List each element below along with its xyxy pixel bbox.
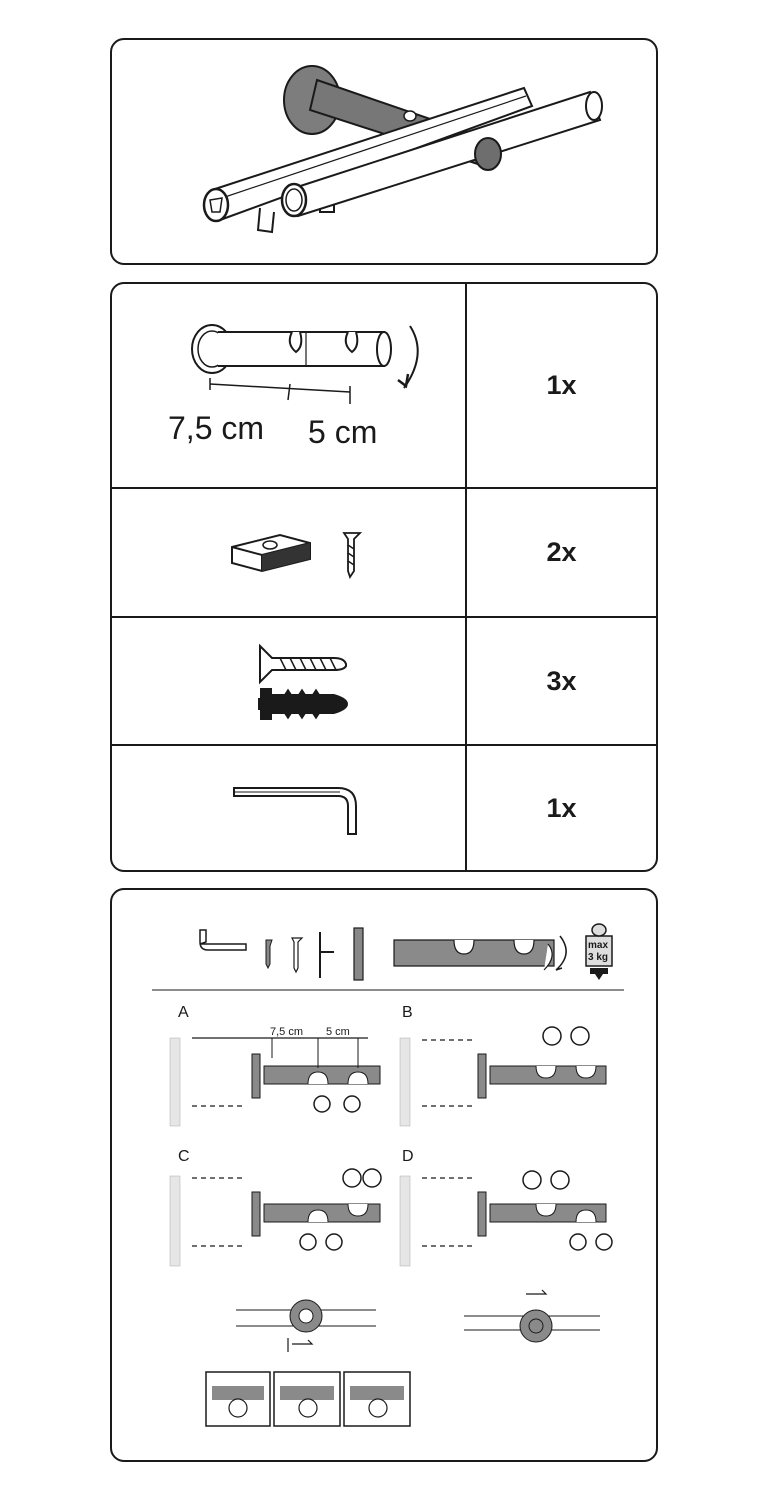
allen-key-icon — [112, 746, 465, 870]
parts-row-screw-plug — [112, 618, 656, 746]
variant-c-label: C — [178, 1148, 190, 1165]
product-illustration-panel — [110, 38, 658, 265]
double-bracket-icon — [112, 284, 465, 489]
quantity-label: 3x — [546, 665, 577, 696]
variant-b-label: B — [402, 1004, 413, 1021]
variant-b-diagram — [400, 1027, 606, 1126]
variant-a-label: A — [178, 1004, 189, 1021]
variant-d-diagram — [400, 1171, 612, 1266]
parts-row-allen-key — [112, 746, 656, 870]
parts-row-bracket — [112, 284, 656, 489]
assembly-diagram — [112, 890, 656, 1460]
rotation-detail-right — [464, 1290, 600, 1342]
screw-and-wall-plug-icon — [112, 618, 465, 746]
variant-a-dim-second: 5 cm — [326, 1026, 350, 1038]
double-curtain-rod-illustration — [112, 40, 656, 263]
variant-d-label: D — [402, 1148, 414, 1165]
weight-value-label: 3 kg — [588, 952, 609, 963]
weight-max-label: max — [588, 940, 609, 951]
dimension-first-label: 7,5 cm — [168, 410, 265, 446]
quantity-label: 1x — [546, 792, 577, 823]
assembly-instructions-panel — [110, 888, 658, 1462]
dimension-second-label: 5 cm — [308, 414, 378, 450]
parts-list-panel — [110, 282, 658, 872]
rotation-detail-left — [236, 1300, 376, 1352]
variant-c-diagram — [170, 1169, 381, 1266]
quantity-label: 1x — [546, 370, 577, 400]
variant-a-diagram — [170, 1038, 380, 1126]
end-cap-and-screw-icon — [112, 489, 465, 618]
rotation-steps-boxes — [206, 1372, 410, 1426]
variant-a-dim-first: 7,5 cm — [270, 1026, 304, 1038]
quantity-label: 2x — [546, 537, 577, 567]
parts-row-end-cap — [112, 489, 656, 618]
tools-row — [200, 928, 566, 980]
